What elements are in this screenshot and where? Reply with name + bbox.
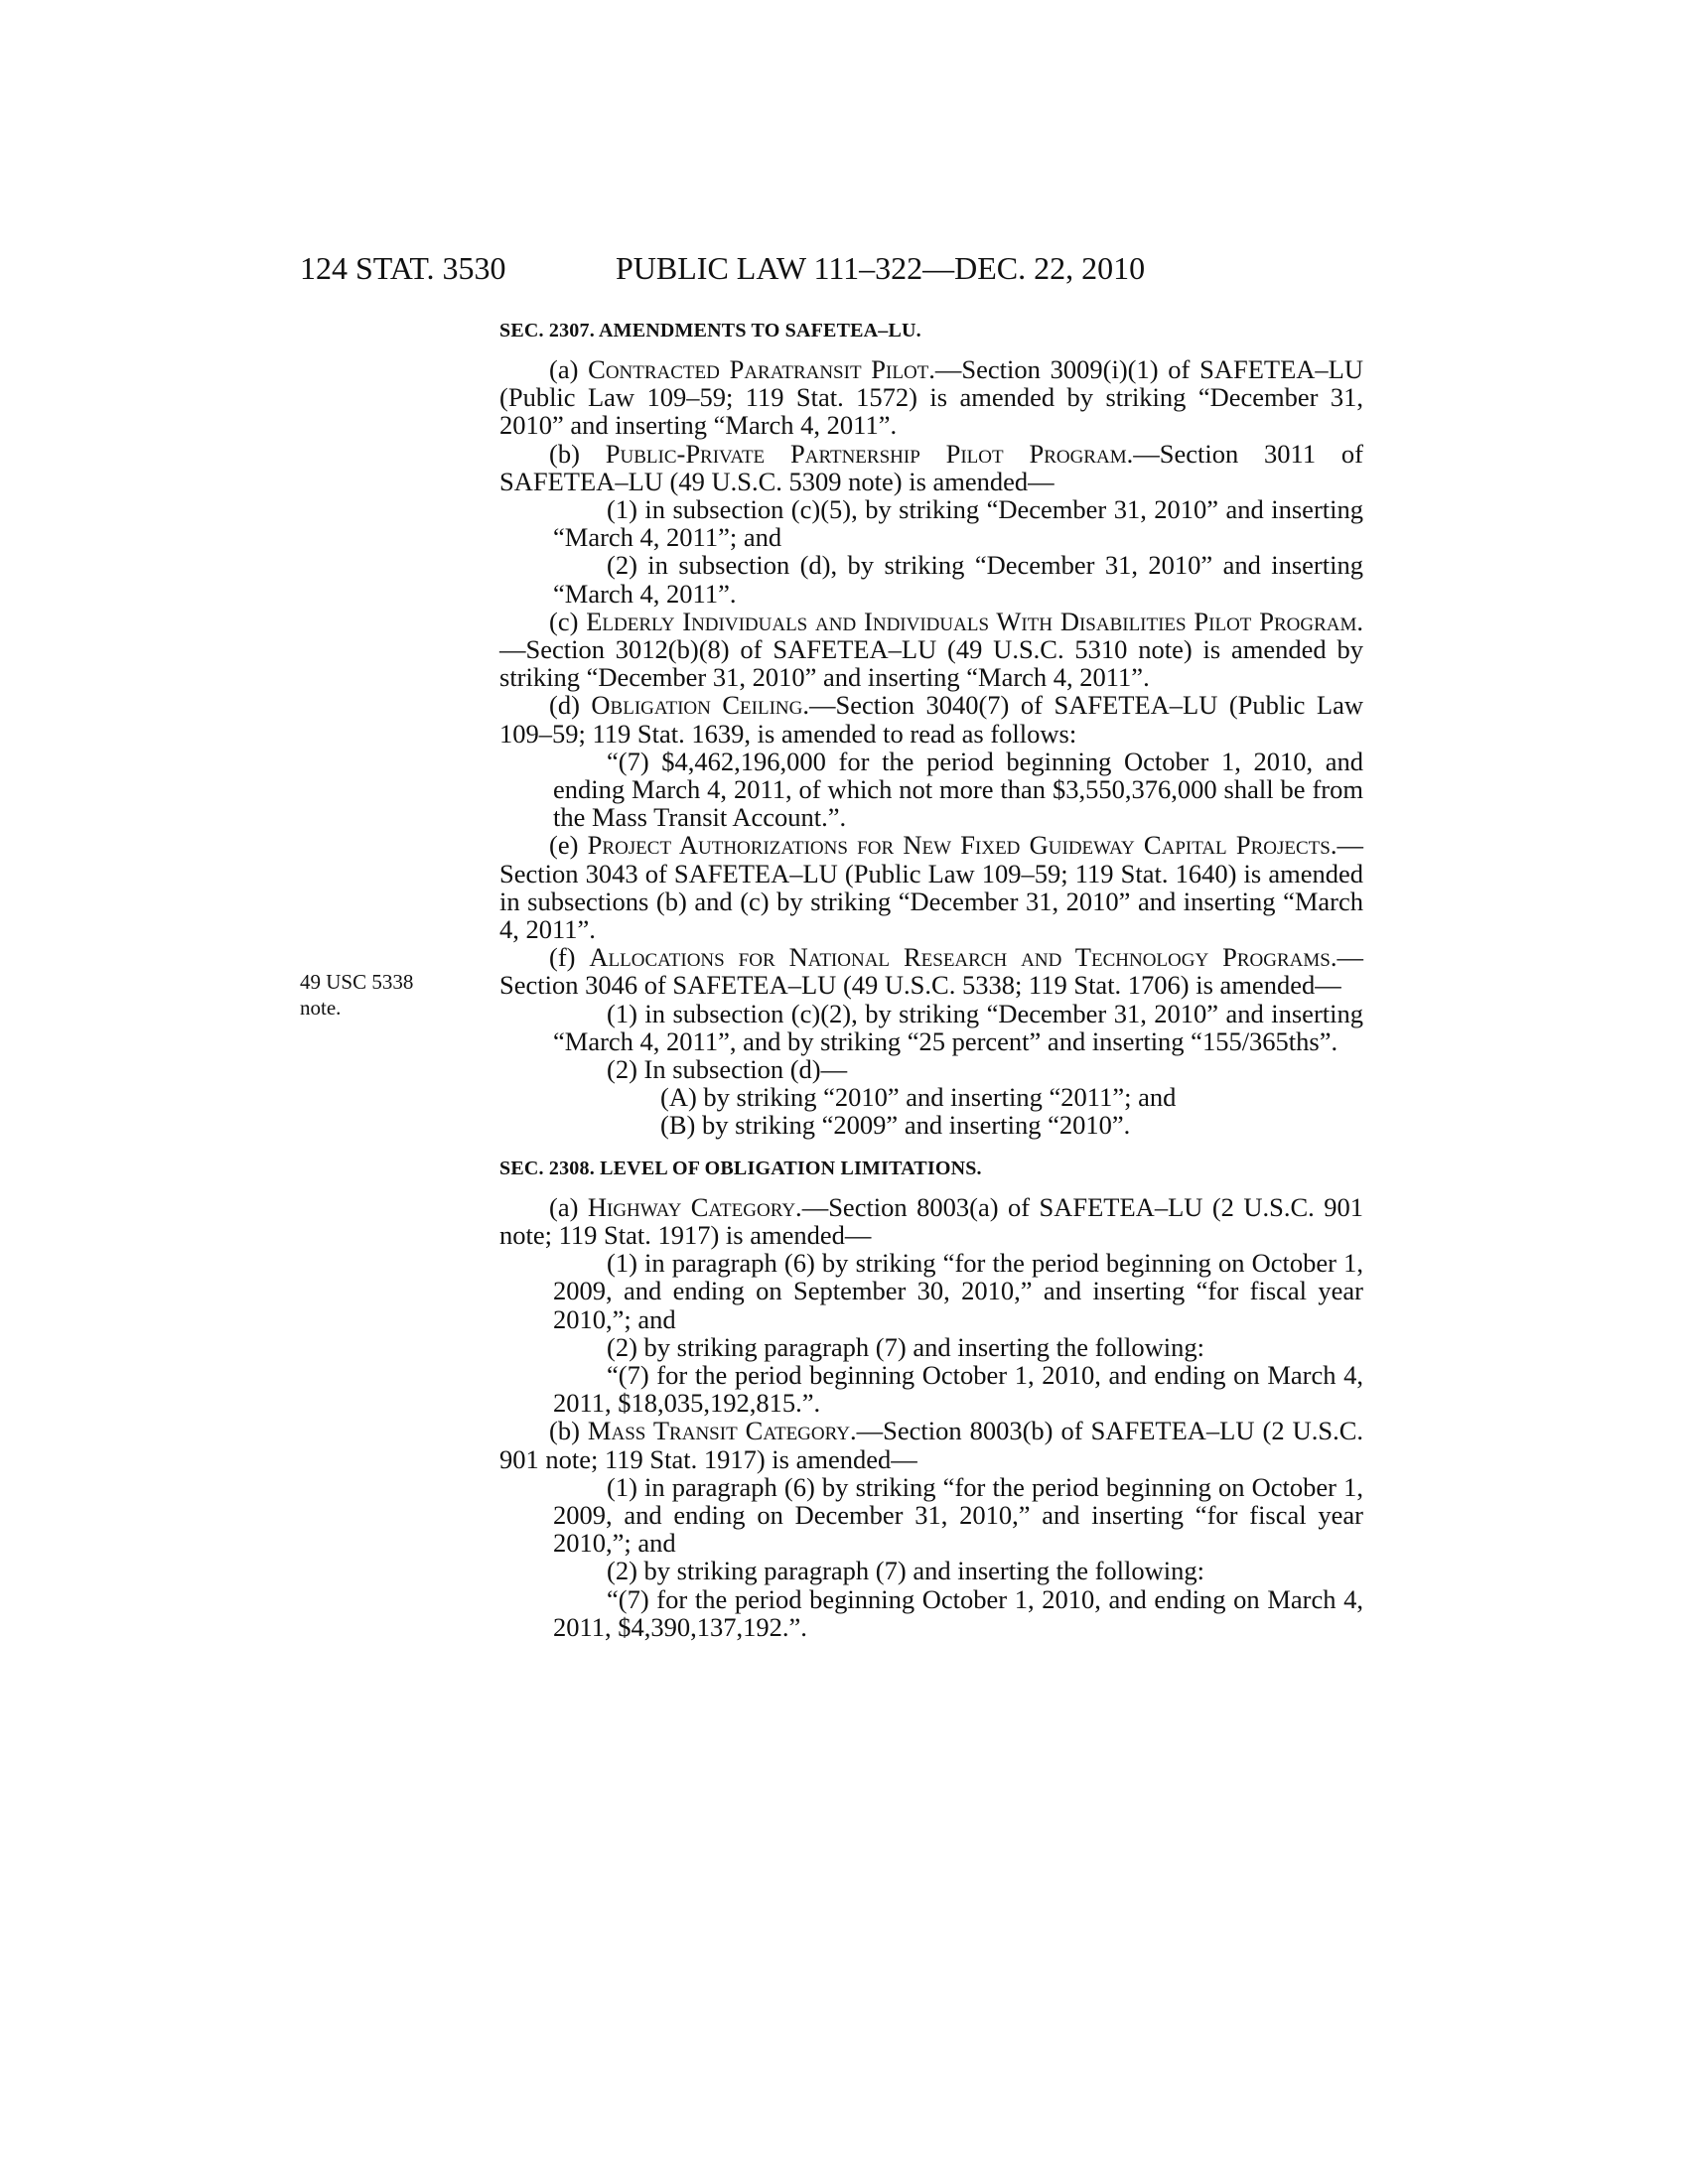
- subsection-caption: Highway Category.: [587, 1191, 802, 1222]
- subsection-text: —Section 3040(7) of SAFETEA–LU (Public Law 109–59; 119 Stat. 1639, is amended to read as follows:: [499, 690, 1363, 749]
- subsection-label: (b): [549, 1416, 588, 1446]
- quoted-paragraph-2308-b: “(7) for the period beginning October 1, 2010, and ending on March 4, 2011, $4,390,137,192.”.: [553, 1583, 1363, 1642]
- subsection-text: —Section 3011 of SAFETEA–LU (49 U.S.C. 5309 note) is amended—: [499, 438, 1363, 496]
- paragraph-2308-b-2: (2) by striking paragraph (7) and inserting the following:: [607, 1556, 1204, 1586]
- subsection-caption: Project Authorizations for New Fixed Guideway Capital Projects.: [587, 830, 1337, 861]
- subsection-label: (f): [549, 942, 590, 973]
- subsection-2308-a: [499, 1193, 1363, 1249]
- paragraph-2308-b-1: (1) in paragraph (6) by striking “for the period beginning on October 1, 2009, and ending on December 31, 2010,” and inserting “for fiscal year 2010,”; and: [553, 1471, 1363, 1559]
- subsection-label: (d): [549, 690, 592, 721]
- section-heading-2308: SEC. 2308. LEVEL OF OBLIGATION LIMITATIONS.: [499, 1157, 982, 1179]
- subsection-b: [499, 440, 1363, 495]
- subsection-caption: Public-Private Partnership Pilot Program.: [605, 438, 1134, 469]
- document-body: [499, 318, 1363, 1641]
- subparagraph-f-2-A: (A) by striking “2010” and inserting “2011”; and: [660, 1082, 1177, 1113]
- subsection-caption: Allocations for National Research and Technology Programs.: [589, 942, 1337, 973]
- subsection-text: —Section 3012(b)(8) of SAFETEA–LU (49 U.S.C. 5310 note) is amended by striking “December 31, 2010” and inserting “March 4, 2011”.: [499, 634, 1363, 693]
- subsection-e: [499, 831, 1363, 943]
- subsection-text: —Section 8003(a) of SAFETEA–LU (2 U.S.C. 901 note; 119 Stat. 1917) is amended—: [499, 1191, 1363, 1250]
- subsection-a: [499, 355, 1363, 440]
- subsection-label: (c): [549, 606, 587, 636]
- paragraph-2308-a-2: (2) by striking paragraph (7) and inserting the following:: [607, 1331, 1204, 1362]
- section-heading-2307: SEC. 2307. AMENDMENTS TO SAFETEA–LU.: [499, 320, 921, 341]
- subsection-d: [499, 691, 1363, 747]
- subsection-caption: Mass Transit Category.: [587, 1416, 857, 1446]
- law-title: PUBLIC LAW 111–322—DEC. 22, 2010: [616, 250, 1146, 286]
- margin-note-line: note.: [300, 996, 342, 1020]
- subsection-label: (a): [549, 1191, 588, 1222]
- subsection-text: —Section 8003(b) of SAFETEA–LU (2 U.S.C. 901 note; 119 Stat. 1917) is amended—: [499, 1416, 1363, 1474]
- subsection-text: —Section 3046 of SAFETEA–LU (49 U.S.C. 5338; 119 Stat. 1706) is amended—: [499, 942, 1363, 1001]
- paragraph-2308-a-1: (1) in paragraph (6) by striking “for the period beginning on October 1, 2009, and ending on September 30, 2010,” and inserting “for fiscal year 2010,”; and: [553, 1248, 1363, 1334]
- subsection-label: (e): [549, 830, 588, 861]
- page-header: [300, 248, 1293, 288]
- quoted-paragraph-2308-a: “(7) for the period beginning October 1, 2010, and ending on March 4, 2011, $18,035,192,815.”.: [553, 1359, 1363, 1419]
- paragraph-b-1: (1) in subsection (c)(5), by striking “December 31, 2010” and inserting “March 4, 2011”; and: [553, 494, 1363, 553]
- margin-note: [300, 969, 449, 1021]
- paragraph-b-2: (2) in subsection (d), by striking “December 31, 2010” and inserting “March 4, 2011”.: [553, 550, 1363, 609]
- subsection-text: —Section 3009(i)(1) of SAFETEA–LU (Public Law 109–59; 119 Stat. 1572) is amended by striking “December 31, 2010” and inserting “March 4, 2011”.: [499, 354, 1363, 441]
- margin-note-line: 49 USC 5338: [300, 970, 414, 994]
- paragraph-f-1: (1) in subsection (c)(2), by striking “December 31, 2010” and inserting “March 4, 2011”, and by striking “25 percent” and inserting “155/365ths”.: [553, 998, 1363, 1056]
- subsection-f: [499, 943, 1363, 999]
- subsection-caption: Contracted Paratransit Pilot.: [588, 354, 935, 384]
- subsection-caption: Obligation Ceiling.: [591, 690, 809, 721]
- subparagraph-f-2-B: (B) by striking “2009” and inserting “2010”.: [660, 1110, 1131, 1141]
- statute-page-reference: 124 STAT. 3530: [300, 250, 506, 286]
- subsection-2308-b: [499, 1417, 1363, 1472]
- subsection-label: (b): [549, 438, 606, 469]
- subsection-label: (a): [549, 354, 589, 384]
- subsection-text: —Section 3043 of SAFETEA–LU (Public Law 109–59; 119 Stat. 1640) is amended in subsections (b) and (c) by striking “December 31, 2010” and inserting “March 4, 2011”.: [499, 830, 1363, 945]
- quoted-paragraph-d: “(7) $4,462,196,000 for the period beginning October 1, 2010, and ending March 4, 2011, of which not more than $3,550,376,000 shall be from the Mass Transit Account.”.: [553, 746, 1363, 833]
- subsection-caption: Elderly Individuals and Individuals With Disabilities Pilot Program.: [586, 606, 1363, 636]
- subsection-c: [499, 608, 1363, 692]
- paragraph-f-2: (2) In subsection (d)—: [607, 1054, 848, 1085]
